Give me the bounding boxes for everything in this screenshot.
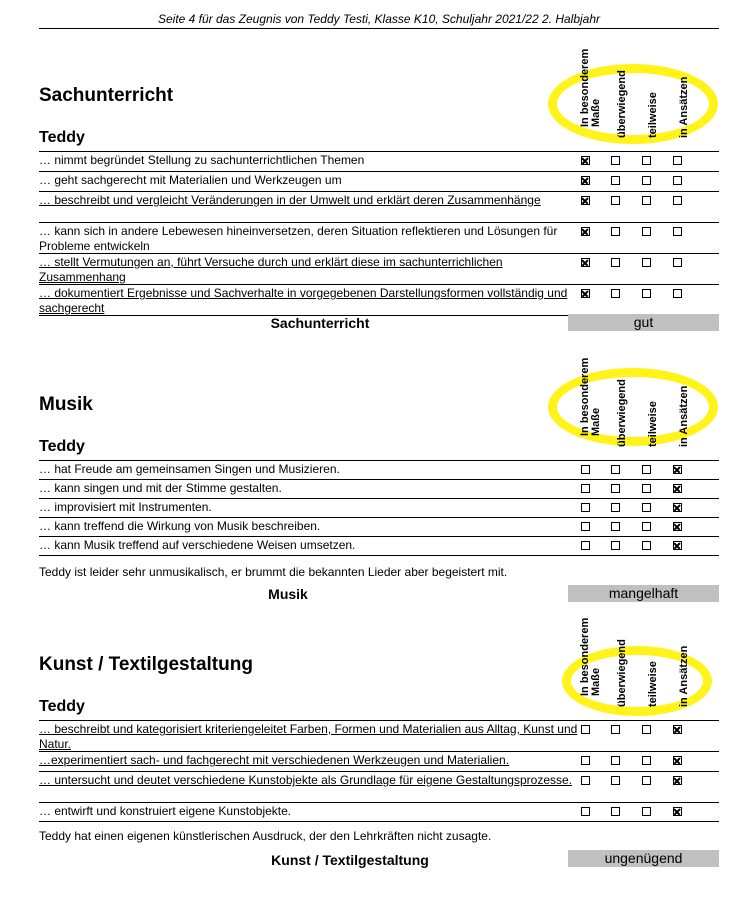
column-header-ueberwiegend: überwiegend [616, 639, 628, 707]
column-header-teilweise: teilweise [647, 401, 659, 447]
checkbox-ansaetzen[interactable] [673, 176, 682, 185]
criteria-table [39, 460, 719, 556]
checkbox-ueberwiegend[interactable] [611, 258, 620, 267]
column-header-besonderem: In besonderem Maße [579, 617, 602, 696]
column-header-besonderem: In besonderem Maße [579, 48, 602, 127]
checkbox-ueberwiegend[interactable] [611, 465, 620, 474]
grade-field: mangelhaft [568, 585, 719, 602]
checkbox-besonderem[interactable] [581, 776, 590, 785]
grade-field: gut [568, 314, 719, 331]
subject-summary-label: Sachunterricht [270, 315, 370, 331]
checkbox-teilweise[interactable] [642, 156, 651, 165]
table-row: … geht sachgerecht mit Materialien und Werkzeugen um [39, 171, 719, 191]
checkbox-teilweise[interactable] [642, 227, 651, 236]
checkbox-besonderem[interactable] [581, 258, 590, 267]
checkbox-besonderem[interactable] [581, 503, 590, 512]
subject-summary-label: Musik [268, 586, 308, 602]
teacher-remark: Teddy hat einen eigenen künstlerischen Ausdruck, der den Lehrkräften nicht zusagte. [39, 829, 492, 843]
checkbox-ansaetzen[interactable] [673, 465, 682, 474]
checkbox-besonderem[interactable] [581, 484, 590, 493]
teacher-remark: Teddy ist leider sehr unmusikalisch, er brummt die bekannten Lieder aber begeistert mit. [39, 565, 508, 579]
student-name: Teddy [39, 129, 85, 146]
column-header-ueberwiegend: überwiegend [616, 379, 628, 447]
table-row: … beschreibt und kategorisiert kriteriengeleitet Farben, Formen und Materialien aus Alltag, Kunst und Natur. [39, 720, 719, 751]
checkbox-ansaetzen[interactable] [673, 725, 682, 734]
checkbox-ansaetzen[interactable] [673, 756, 682, 765]
column-header-ansaetzen: in Ansätzen [678, 385, 690, 447]
grade-field: ungenügend [568, 850, 719, 867]
checkbox-ansaetzen[interactable] [673, 807, 682, 816]
checkbox-besonderem[interactable] [581, 522, 590, 531]
checkbox-teilweise[interactable] [642, 541, 651, 550]
column-header-besonderem: In besonderem Maße [579, 357, 602, 436]
checkbox-ansaetzen[interactable] [673, 156, 682, 165]
section-title: Musik [39, 394, 93, 415]
criteria-table [39, 151, 719, 316]
table-row: … nimmt begründet Stellung zu sachunterrichtlichen Themen [39, 151, 719, 171]
checkbox-besonderem[interactable] [581, 541, 590, 550]
table-row: … kann singen und mit der Stimme gestalten. [39, 479, 719, 498]
table-row: … kann sich in andere Lebewesen hineinversetzen, deren Situation reflektieren und Lösungen für Probleme entwickeln [39, 222, 719, 253]
checkbox-ansaetzen[interactable] [673, 196, 682, 205]
table-row: … kann treffend die Wirkung von Musik beschreiben. [39, 517, 719, 536]
table-row: … kann Musik treffend auf verschiedene Weisen umsetzen. [39, 536, 719, 556]
checkbox-teilweise[interactable] [642, 196, 651, 205]
checkbox-ansaetzen[interactable] [673, 541, 682, 550]
column-header-ueberwiegend: überwiegend [616, 70, 628, 138]
checkbox-ansaetzen[interactable] [673, 503, 682, 512]
checkbox-teilweise[interactable] [642, 725, 651, 734]
criteria-table [39, 720, 719, 822]
checkbox-teilweise[interactable] [642, 465, 651, 474]
student-name: Teddy [39, 698, 85, 715]
checkbox-ueberwiegend[interactable] [611, 156, 620, 165]
table-row: … stellt Vermutungen an, führt Versuche durch und erklärt diese im sachunterrichlichen Zusammenhang [39, 253, 719, 284]
checkbox-ueberwiegend[interactable] [611, 756, 620, 765]
column-header-teilweise: teilweise [647, 661, 659, 707]
checkbox-teilweise[interactable] [642, 289, 651, 298]
checkbox-ansaetzen[interactable] [673, 227, 682, 236]
checkbox-teilweise[interactable] [642, 776, 651, 785]
checkbox-ansaetzen[interactable] [673, 776, 682, 785]
checkbox-ueberwiegend[interactable] [611, 541, 620, 550]
checkbox-besonderem[interactable] [581, 227, 590, 236]
checkbox-teilweise[interactable] [642, 503, 651, 512]
checkbox-ueberwiegend[interactable] [611, 776, 620, 785]
table-row: … improvisiert mit Instrumenten. [39, 498, 719, 517]
student-name: Teddy [39, 438, 85, 455]
table-row: … beschreibt und vergleicht Veränderungen in der Umwelt und erklärt deren Zusammenhänge [39, 191, 719, 222]
checkbox-teilweise[interactable] [642, 484, 651, 493]
checkbox-ueberwiegend[interactable] [611, 227, 620, 236]
table-row: … dokumentiert Ergebnisse und Sachverhalte in vorgegebenen Darstellungsformen vollständig und sachgerecht [39, 284, 719, 316]
checkbox-ueberwiegend[interactable] [611, 289, 620, 298]
checkbox-ueberwiegend[interactable] [611, 484, 620, 493]
table-row: … entwirft und konstruiert eigene Kunstobjekte. [39, 802, 719, 822]
checkbox-ansaetzen[interactable] [673, 289, 682, 298]
checkbox-besonderem[interactable] [581, 156, 590, 165]
checkbox-besonderem[interactable] [581, 725, 590, 734]
table-row: … untersucht und deutet verschiedene Kunstobjekte als Grundlage für eigene Gestaltungsprozesse. [39, 771, 719, 802]
checkbox-ueberwiegend[interactable] [611, 807, 620, 816]
checkbox-teilweise[interactable] [642, 258, 651, 267]
checkbox-besonderem[interactable] [581, 289, 590, 298]
column-header-teilweise: teilweise [647, 92, 659, 138]
section-title: Kunst / Textilgestaltung [39, 654, 253, 675]
checkbox-teilweise[interactable] [642, 176, 651, 185]
checkbox-besonderem[interactable] [581, 176, 590, 185]
checkbox-ansaetzen[interactable] [673, 484, 682, 493]
checkbox-besonderem[interactable] [581, 756, 590, 765]
column-header-ansaetzen: in Ansätzen [678, 76, 690, 138]
checkbox-besonderem[interactable] [581, 196, 590, 205]
table-row: … hat Freude am gemeinsamen Singen und Musizieren. [39, 460, 719, 479]
checkbox-teilweise[interactable] [642, 756, 651, 765]
checkbox-teilweise[interactable] [642, 522, 651, 531]
checkbox-ueberwiegend[interactable] [611, 196, 620, 205]
column-header-ansaetzen: in Ansätzen [678, 645, 690, 707]
section-title: Sachunterricht [39, 85, 174, 106]
checkbox-ueberwiegend[interactable] [611, 503, 620, 512]
checkbox-ueberwiegend[interactable] [611, 725, 620, 734]
checkbox-ueberwiegend[interactable] [611, 176, 620, 185]
checkbox-ueberwiegend[interactable] [611, 522, 620, 531]
table-row: …experimentiert sach- und fachgerecht mit verschiedenen Werkzeugen und Materialien. [39, 751, 719, 771]
checkbox-besonderem[interactable] [581, 807, 590, 816]
page-header: Seite 4 für das Zeugnis von Teddy Testi, Klasse K10, Schuljahr 2021/22 2. Halbjahr [39, 12, 719, 29]
checkbox-teilweise[interactable] [642, 807, 651, 816]
subject-summary-label: Kunst / Textilgestaltung [271, 852, 429, 868]
checkbox-ansaetzen[interactable] [673, 522, 682, 531]
checkbox-ansaetzen[interactable] [673, 258, 682, 267]
checkbox-besonderem[interactable] [581, 465, 590, 474]
